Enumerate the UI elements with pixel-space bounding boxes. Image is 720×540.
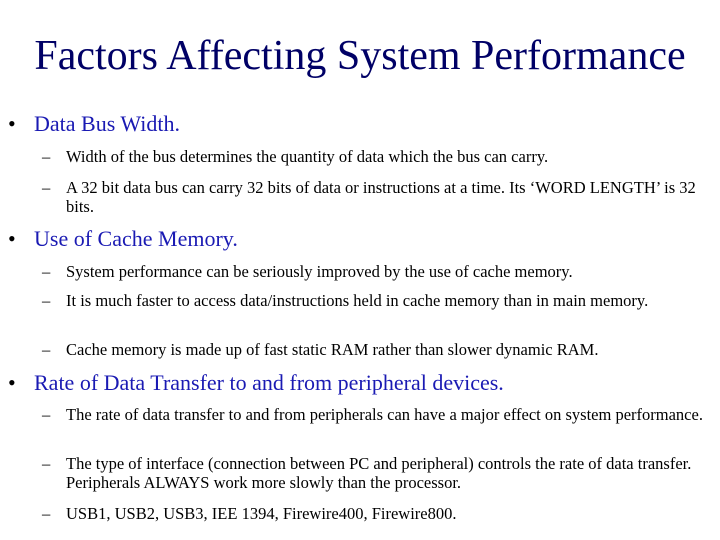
slide-title: Factors Affecting System Performance: [34, 33, 686, 79]
sub-bullet: [42, 405, 714, 424]
bullet-text: Data Bus Width.: [34, 111, 180, 136]
sub-bullet: [42, 291, 714, 310]
sub-bullet-mark: –: [42, 262, 51, 281]
sub-bullet-text: It is much faster to access data/instructions held in cache memory than in main memory.: [66, 291, 649, 310]
sub-bullet-text: Cache memory is made up of fast static RAM rather than slower dynamic RAM.: [66, 340, 599, 359]
bullet-mark: •: [8, 370, 16, 395]
sub-bullet: [42, 147, 714, 166]
sub-bullet: [42, 504, 714, 523]
sub-bullet-mark: –: [42, 405, 51, 424]
bullet-mark: •: [8, 111, 16, 136]
sub-bullet-text: System performance can be seriously improved by the use of cache memory.: [66, 262, 573, 281]
sub-bullet: [42, 178, 714, 216]
bullet-text: Rate of Data Transfer to and from peripheral devices.: [34, 370, 504, 395]
sub-bullet-text: Width of the bus determines the quantity of data which the bus can carry.: [66, 147, 549, 166]
sub-bullet-mark: –: [42, 340, 51, 359]
sub-bullet-mark: –: [42, 178, 51, 197]
bullet-data-bus-width: [8, 111, 708, 137]
sub-bullet: [42, 340, 714, 359]
bullet-mark: •: [8, 226, 16, 251]
bullet-cache-memory: [8, 226, 708, 252]
sub-bullet: [42, 262, 714, 281]
sub-bullet-text: The type of interface (connection between PC and peripheral) controls the rate of data transfer. Peripherals ALWAYS work more slowly than the processor.: [66, 454, 692, 492]
bullet-text: Use of Cache Memory.: [34, 226, 238, 251]
sub-bullet-text: A 32 bit data bus can carry 32 bits of data or instructions at a time. Its ‘WORD LENGTH’ is 32 bits.: [66, 178, 696, 216]
sub-bullet-text: The rate of data transfer to and from peripherals can have a major effect on system performance.: [66, 405, 703, 424]
bullet-data-transfer-rate: [8, 370, 708, 396]
sub-bullet-mark: –: [42, 454, 51, 473]
sub-bullet-mark: –: [42, 291, 51, 310]
sub-bullet-mark: –: [42, 147, 51, 166]
sub-bullet-text: USB1, USB2, USB3, IEE 1394, Firewire400, Firewire800.: [66, 504, 457, 523]
sub-bullet-mark: –: [42, 504, 51, 523]
sub-bullet: [42, 454, 714, 492]
